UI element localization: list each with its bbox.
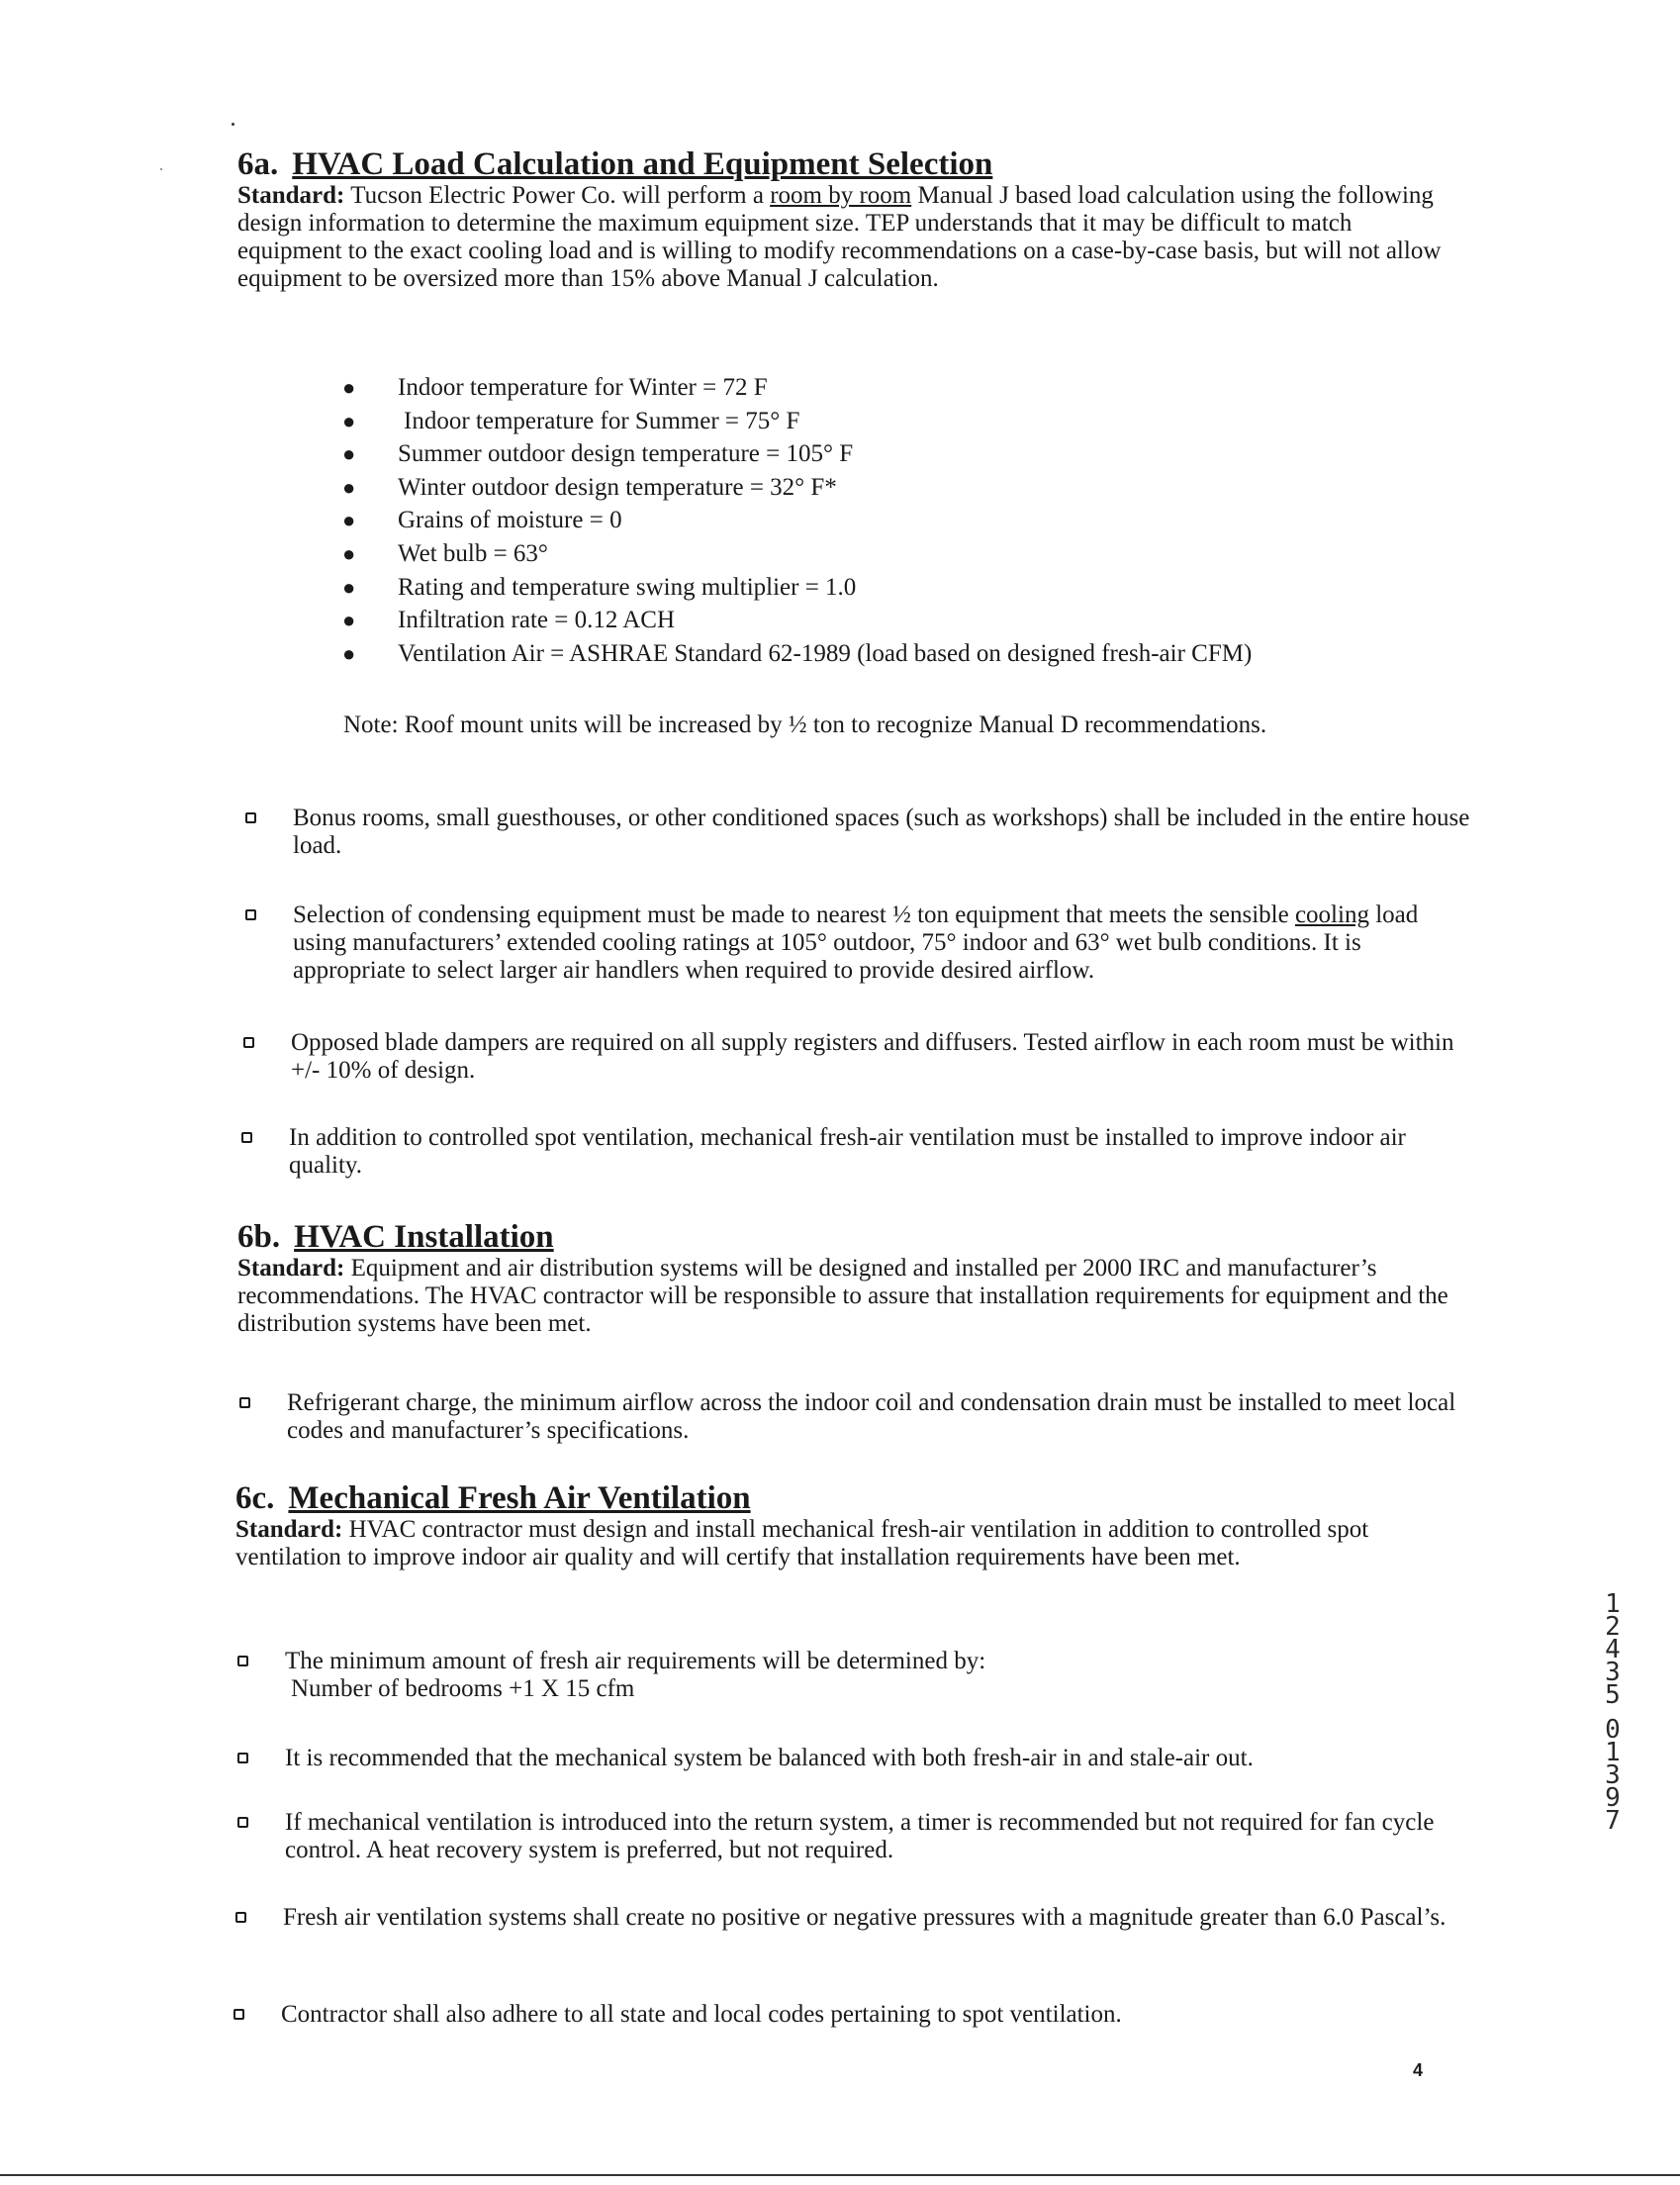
list-item: ● Summer outdoor design temperature = 105° F bbox=[346, 437, 1454, 471]
checkbox-icon bbox=[235, 1912, 246, 1923]
bullet-icon: ● bbox=[342, 408, 356, 433]
checkbox-icon bbox=[239, 1397, 250, 1408]
section-6b-number: 6b. bbox=[237, 1219, 281, 1255]
list-item: ● Wet bulb = 63° bbox=[346, 537, 1454, 571]
scan-speck bbox=[232, 123, 234, 126]
document-page: 6a. HVAC Load Calculation and Equipment Selection Standard: Tucson Electric Power Co. will perform a room by room Manual J based load calculation using the following design information to determine the maximum equipment size. TEP understands that it may be difficult to match equipment to the exact cooling load and is willing to modify recommendations on a case-by-case basis, but will not allow equipment to be oversized more than 15% above Manual J calculation. ● Indoor temperature for Winter = 72 F ● Indoor temperature for Summer = 75° F ● Summer outdoor design temperature = 105° F ● Winter outdoor design temperature = 32° F* ● Grains of moisture = 0 ● Wet bulb = 63° ● Rating and temperature swing multiplier = 1.0 ● Infiltration rate = 0.12 ACH ● Ventilation Air = ASHRAE Standard 62-1989 (load based on designed fresh-air CFM) Note: Roof mount units will be increased by ½ ton to recognize Manual D recommendations. Bonus rooms, small guesthouses, or other conditioned spaces (such as workshops) shall be included in the entire house load. Selection of condensing equipment must be made to nearest ½ ton equipment that meets the sensible cooling load using manufacturers’ extended cooling ratings at 105° outdoor, 75° indoor and 63° wet bulb conditions. It is appropriate to select larger air handlers when required to provide desired airflow. Opposed blade dampers are required on all supply registers and diffusers. Tested airflow in each room must be within +/- 10% of design. In addition to controlled spot ventilation, mechanical fresh-air ventilation must be installed to improve indoor air quality. 6b. HVAC Installation Standard: Equipment and air distribution systems will be designed and installed per 2000 IRC and manufacturer’s recommendations. The HVAC contractor will be responsible to assure that installation requirements for equipment and the distribution systems have been met. Refrigerant charge, the minimum airflow across the indoor coil and condensation drain must be installed to meet local codes and manufacturer’s specifications. 6c. Mechanical Fresh Air Ventilation Standard: HVAC contractor must design and install mechanical fresh-air ventilation in addition to controlled spot ventilation to improve indoor air quality and will certify that installation requirements have been met. The minimum amount of fresh air requirements will be determined by: Number of bedrooms +1 X 15 cfm It is recommended that the mechanical system be balanced with both fresh-air in and stale-air out. If mechanical ventilation is introduced into the return system, a timer is recommended but not required for fan cycle control. A heat recovery system is preferred, but not required. Fresh air ventilation systems shall create no positive or negative pressures with a magnitude greater than 6.0 Pascal’s. Contractor shall also adhere to all state and local codes pertaining to spot ventilation. 4 1 2 4 3 5 0 1 3 9 7 bbox=[0, 0, 1680, 2185]
document-id-stamp: 1 2 4 3 5 0 1 3 9 7 bbox=[1605, 1589, 1621, 1836]
section-6c-number: 6c. bbox=[235, 1480, 275, 1516]
list-item: ● Rating and temperature swing multiplier = 1.0 bbox=[346, 571, 1454, 605]
section-6c bbox=[235, 1480, 1452, 1571]
section-6b bbox=[237, 1219, 1454, 1338]
section-6a-number: 6a. bbox=[237, 146, 279, 182]
checkbox-icon bbox=[241, 1132, 252, 1143]
roof-mount-note: Note: Roof mount units will be increased by ½ ton to recognize Manual D recommendations. bbox=[343, 712, 1267, 738]
standard-label: Standard: bbox=[237, 182, 345, 209]
section-6b-standard bbox=[237, 1255, 1454, 1338]
list-item: ● Indoor temperature for Winter = 72 F bbox=[346, 371, 1454, 405]
section-6a bbox=[237, 146, 1454, 293]
checkbox-icon bbox=[233, 2009, 244, 2020]
bullet-icon: ● bbox=[342, 540, 356, 566]
checkbox-icon bbox=[245, 909, 256, 920]
section-6a-heading bbox=[237, 146, 1454, 182]
page-number: 4 bbox=[1413, 2060, 1424, 2080]
section-6a-standard bbox=[237, 182, 1454, 293]
bullet-icon: ● bbox=[342, 474, 356, 500]
bullet-icon: ● bbox=[342, 508, 356, 533]
checkbox-icon bbox=[237, 1817, 248, 1828]
standard-text: Equipment and air distribution systems will be designed and installed per 2000 IRC and manufacturer’s recommendations. The HVAC contractor will be responsible to assure that installation requirements for equipment and the distribution systems have been met. bbox=[237, 1255, 1448, 1337]
standard-text-post: Manual J based load calculation using the following design information to determine the maximum equipment size. TEP understands that it may be difficult to match equipment to the exact cooling load and is willing to modify recommendations on a case-by-case basis, but will not allow equipment to be oversized more than 15% above Manual J calculation. bbox=[237, 182, 1442, 292]
standard-label: Standard: bbox=[237, 1255, 345, 1282]
section-6c-standard bbox=[235, 1516, 1452, 1571]
section-6a-title: HVAC Load Calculation and Equipment Selection bbox=[292, 146, 993, 182]
bullet-icon: ● bbox=[342, 574, 356, 600]
checkbox-icon bbox=[245, 812, 256, 823]
checkbox-icon bbox=[237, 1656, 248, 1666]
checkbox-icon bbox=[237, 1753, 248, 1763]
design-criteria-list bbox=[342, 371, 1454, 670]
standard-text: HVAC contractor must design and install mechanical fresh-air ventilation in addition to controlled spot ventilation to improve indoor air quality and will certify that installation requirements have been met. bbox=[235, 1516, 1369, 1570]
checkbox-icon bbox=[243, 1037, 254, 1048]
standard-text-pre: Tucson Electric Power Co. will perform a bbox=[350, 182, 764, 209]
section-6b-title: HVAC Installation bbox=[294, 1219, 554, 1255]
scan-speck bbox=[160, 168, 162, 170]
standard-label: Standard: bbox=[235, 1516, 343, 1543]
section-6b-heading bbox=[237, 1219, 1454, 1255]
bullet-icon: ● bbox=[342, 640, 356, 666]
underlined-word: cooling bbox=[1294, 902, 1369, 928]
bullet-icon: ● bbox=[342, 375, 356, 400]
list-item: ● Infiltration rate = 0.12 ACH bbox=[346, 604, 1454, 637]
section-6c-heading bbox=[235, 1480, 1452, 1516]
scan-edge-line bbox=[0, 2174, 1680, 2176]
list-item: ● Grains of moisture = 0 bbox=[346, 504, 1454, 537]
bullet-icon: ● bbox=[342, 608, 356, 633]
list-item: ● Indoor temperature for Summer = 75° F bbox=[346, 405, 1454, 438]
section-6c-title: Mechanical Fresh Air Ventilation bbox=[288, 1480, 751, 1516]
list-item: ● Ventilation Air = ASHRAE Standard 62-1989 (load based on designed fresh-air CFM) bbox=[346, 637, 1454, 671]
bullet-icon: ● bbox=[342, 441, 356, 467]
list-item: ● Winter outdoor design temperature = 32° F* bbox=[346, 471, 1454, 505]
standard-text-underlined: room by room bbox=[770, 182, 912, 209]
